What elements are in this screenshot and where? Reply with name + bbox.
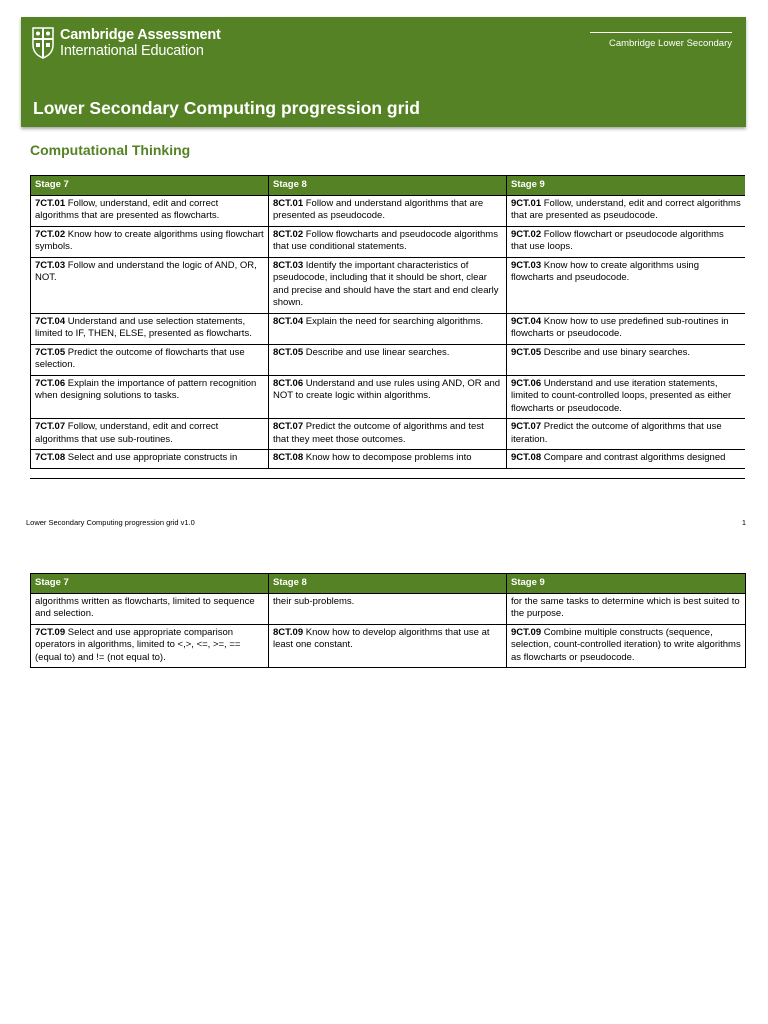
table-cell xyxy=(31,313,269,344)
table-cell xyxy=(507,313,746,344)
table-cell xyxy=(269,593,507,624)
table-row xyxy=(31,226,746,257)
objective-text: Know how to use predefined sub-routines in flowcharts or pseudocode. xyxy=(511,315,729,339)
objective-code: 8CT.03 xyxy=(273,259,304,271)
objective-code: 7CT.03 xyxy=(35,259,66,271)
objective-code: 8CT.02 xyxy=(273,228,304,240)
header-rule xyxy=(590,32,732,33)
objective-code: 8CT.01 xyxy=(273,197,304,209)
column-header: Stage 9 xyxy=(507,176,746,196)
objective-text: Predict the outcome of algorithms that use iteration. xyxy=(511,421,722,445)
table-row xyxy=(31,419,746,450)
objective-text: Understand and use iteration statements, limited to count-controlled loops, presented as either flowcharts or pseudocode. xyxy=(511,377,732,414)
table-header-row xyxy=(31,176,746,196)
table-cell xyxy=(31,593,269,624)
objective-text: Know how to develop algorithms that use at least one constant. xyxy=(273,626,490,650)
objective-text: Predict the outcome of flowcharts that use selection. xyxy=(35,346,245,370)
objective-code: 9CT.03 xyxy=(511,259,542,271)
table-cell xyxy=(31,624,269,668)
objective-code: 7CT.01 xyxy=(35,197,66,209)
objective-code: 7CT.07 xyxy=(35,421,66,432)
objective-text: Follow and understand the logic of AND, OR, NOT. xyxy=(35,259,257,283)
column-header: Stage 7 xyxy=(31,176,269,196)
objective-text: Explain the importance of pattern recognition when designing solutions to tasks. xyxy=(35,377,257,401)
table-row xyxy=(31,624,746,668)
objective-code: 8CT.07 xyxy=(273,421,304,432)
objective-code: 7CT.02 xyxy=(35,228,66,240)
objective-text: Follow flowcharts and pseudocode algorithms that use conditional statements. xyxy=(273,228,498,252)
footer-page-number: 1 xyxy=(741,518,746,527)
table-cell xyxy=(31,344,269,375)
programme-label xyxy=(590,32,732,49)
table-row xyxy=(31,344,746,375)
shield-crest-icon xyxy=(32,27,54,59)
objective-code: 8CT.05 xyxy=(273,346,304,358)
table-cell xyxy=(507,257,746,313)
progression-table-continued xyxy=(30,573,746,668)
header-banner xyxy=(21,17,746,127)
objective-text: Follow, understand, edit and correct algorithms that are presented as flowcharts. xyxy=(35,197,220,221)
objective-code: 8CT.06 xyxy=(273,377,304,389)
objective-text: Compare and contrast algorithms designed xyxy=(541,452,726,463)
objective-code: 7CT.06 xyxy=(35,377,66,389)
column-header: Stage 8 xyxy=(269,176,507,196)
column-header: Stage 8 xyxy=(269,574,507,594)
table-cell xyxy=(269,624,507,668)
table-cell xyxy=(31,257,269,313)
table-cell xyxy=(269,313,507,344)
table-cell xyxy=(507,450,746,469)
table-row xyxy=(31,450,746,469)
objective-code: 8CT.09 xyxy=(273,626,304,638)
page-title: Lower Secondary Computing progression grid xyxy=(33,98,420,118)
objective-code: 8CT.04 xyxy=(273,315,304,327)
section-heading: Computational Thinking xyxy=(30,142,191,158)
progression-table xyxy=(30,175,745,469)
objective-text: Follow flowchart or pseudocode algorithms that use loops. xyxy=(511,228,724,252)
objective-code: 9CT.01 xyxy=(511,197,542,209)
table-cell xyxy=(507,593,746,624)
objective-text: Describe and use linear searches. xyxy=(303,346,450,358)
table-cell xyxy=(507,195,746,226)
table-header-row xyxy=(31,574,746,594)
progression-grid-page-1 xyxy=(30,175,745,479)
table-row xyxy=(31,195,746,226)
table-cell xyxy=(269,195,507,226)
objective-code: 7CT.04 xyxy=(35,315,66,327)
objective-text: Understand and use rules using AND, OR and NOT to create logic within algorithms. xyxy=(273,377,501,401)
objective-code: 7CT.09 xyxy=(35,626,66,638)
table-cell xyxy=(269,450,507,469)
objective-code: 9CT.06 xyxy=(511,377,542,389)
objective-text: for the same tasks to determine which is best suited to the purpose. xyxy=(511,595,740,619)
table-cell xyxy=(507,226,746,257)
table-cell xyxy=(269,344,507,375)
objective-text: Predict the outcome of algorithms and test that they meet those outcomes. xyxy=(273,421,484,445)
objective-code: 7CT.05 xyxy=(35,346,66,358)
objective-code: 7CT.08 xyxy=(35,452,66,463)
objective-code: 8CT.08 xyxy=(273,452,304,463)
table-cell xyxy=(269,257,507,313)
objective-code: 9CT.05 xyxy=(511,346,542,358)
objective-text: their sub-problems. xyxy=(273,595,355,607)
objective-text: algorithms written as flowcharts, limited to sequence and selection. xyxy=(35,595,255,619)
programme-label-text: Cambridge Lower Secondary xyxy=(608,38,732,49)
column-header: Stage 7 xyxy=(31,574,269,594)
table-cell xyxy=(31,419,269,450)
objective-text: Describe and use binary searches. xyxy=(541,346,691,358)
table-cell xyxy=(507,624,746,668)
table-cell xyxy=(31,195,269,226)
table-cell xyxy=(269,226,507,257)
objective-text: Follow and understand algorithms that are presented as pseudocode. xyxy=(273,197,484,221)
table-cell xyxy=(31,226,269,257)
column-header: Stage 9 xyxy=(507,574,746,594)
objective-text: Follow, understand, edit and correct algorithms that use sub-routines. xyxy=(35,421,219,445)
objective-code: 9CT.04 xyxy=(511,315,542,327)
objective-text: Identify the important characteristics of pseudocode, including that it should be short, clear and precise and should have the start and end clearly shown. xyxy=(273,259,499,308)
objective-text: Know how to create algorithms using flowchart symbols. xyxy=(35,228,264,252)
table-row xyxy=(31,593,746,624)
footer-document-title: Lower Secondary Computing progression grid v1.0 xyxy=(26,518,195,527)
objective-code: 9CT.02 xyxy=(511,228,542,240)
objective-code: 9CT.07 xyxy=(511,421,542,432)
objective-text: Select and use appropriate comparison operators in algorithms, limited to <,>, <=, >=, == (equal to) and != (not equal to). xyxy=(35,626,241,663)
table-cell xyxy=(507,344,746,375)
progression-grid-page-2 xyxy=(30,573,745,668)
objective-text: Understand and use selection statements, limited to IF, THEN, ELSE, presented as flowcharts. xyxy=(35,315,252,339)
objective-text: Combine multiple constructs (sequence, selection, count-controlled iteration) to write algorithms as flowcharts or pseudocode. xyxy=(511,626,741,663)
objective-text: Select and use appropriate constructs in xyxy=(65,452,238,463)
cambridge-logo xyxy=(32,27,221,59)
objective-code: 9CT.08 xyxy=(511,452,542,463)
objective-text: Know how to decompose problems into xyxy=(303,452,472,463)
objective-text: Follow, understand, edit and correct algorithms that are presented as pseudocode. xyxy=(511,197,741,221)
table-row xyxy=(31,375,746,419)
table-row xyxy=(31,313,746,344)
logo-line-1: Cambridge Assessment xyxy=(60,27,221,43)
table-row xyxy=(31,257,746,313)
table-cell xyxy=(507,419,746,450)
table-cell xyxy=(507,375,746,419)
table-cell xyxy=(269,375,507,419)
objective-code: 9CT.09 xyxy=(511,626,542,638)
table-cell xyxy=(269,419,507,450)
objective-text: Explain the need for searching algorithms. xyxy=(303,315,484,327)
table-cell xyxy=(31,375,269,419)
objective-text: Know how to create algorithms using flowcharts and pseudocode. xyxy=(511,259,699,283)
logo-line-2: International Education xyxy=(60,43,204,59)
table-cell xyxy=(31,450,269,469)
